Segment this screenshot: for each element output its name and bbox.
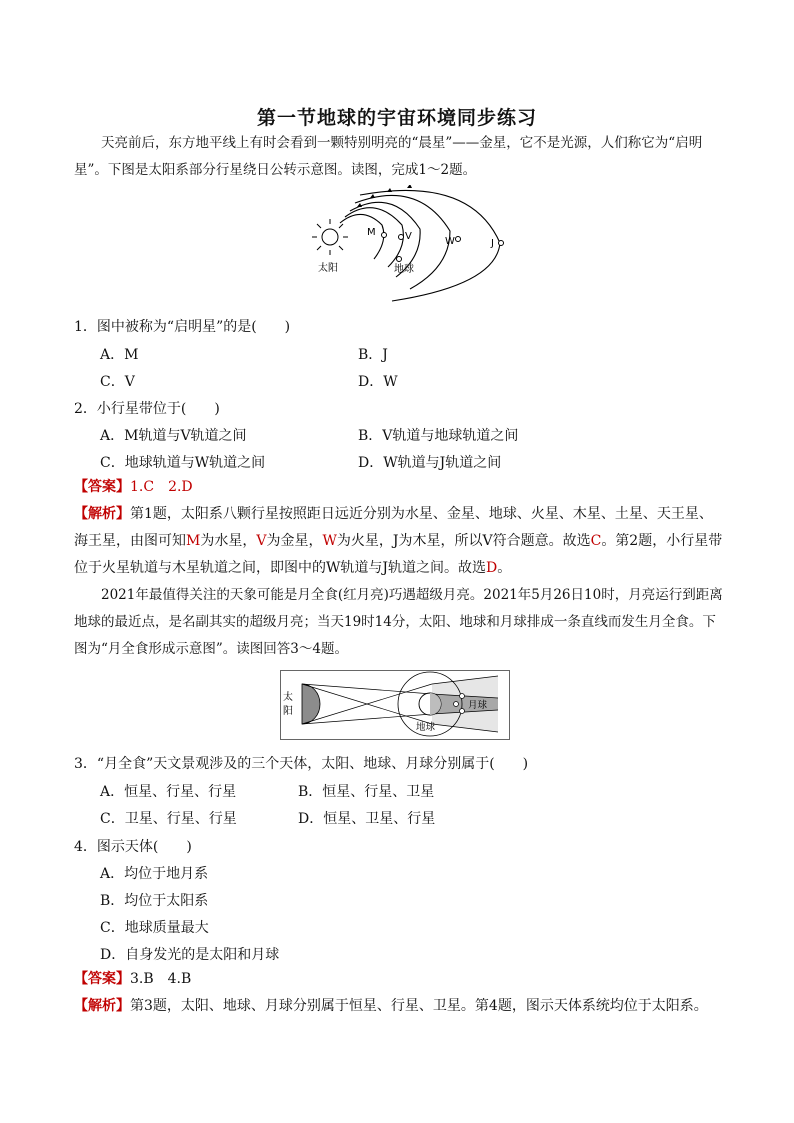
sun-icon xyxy=(312,219,348,255)
sun-label-top: 太 xyxy=(283,692,293,703)
question-3-option-c[interactable]: C．卫星、行星、行星 xyxy=(100,811,237,827)
analysis-1-text-1: 第1题，太阳系八颗行星按照距日远近分别为水星、金星、地球、火星、木星、土星、天王星、海王星，由图可知 xyxy=(74,506,713,549)
sun-disc xyxy=(302,684,320,724)
analysis-1-tag: 【解析】 xyxy=(74,506,130,522)
question-2-stem: 2．小行星带位于( ) xyxy=(74,401,220,417)
question-1-option-b[interactable]: B．J xyxy=(358,347,388,363)
question-1-option-c[interactable]: C．V xyxy=(100,374,135,390)
earth-label: 地球 xyxy=(394,264,414,275)
analysis-1-text-4: 为火星，J为木星，所以V符合题意。故选 xyxy=(336,533,591,549)
sun-label: 太阳 xyxy=(318,263,338,274)
question-3-option-b[interactable]: B．恒星、行星、卫星 xyxy=(298,784,435,800)
passage-1: 天亮前后，东方地平线上有时会看到一颗特别明亮的“晨星”——金星，它不是光源，人们称它为“启明星”。下图是太阳系部分行星绕日公转示意图。读图，完成1～2题。 xyxy=(74,135,703,178)
analysis-1-w: W xyxy=(322,533,337,549)
question-3-option-a[interactable]: A．恒星、行星、行星 xyxy=(100,784,237,800)
question-4-option-c[interactable]: C．地球质量最大 xyxy=(100,920,209,936)
answer-2-tag: 【答案】 xyxy=(74,971,130,987)
answer-1 xyxy=(74,474,724,501)
earth-label-2: 地球 xyxy=(416,722,436,733)
answer-2 xyxy=(74,966,724,993)
analysis-1 xyxy=(74,501,724,582)
earth-icon xyxy=(419,693,441,715)
analysis-1-m: M xyxy=(186,533,201,549)
planet-label-v: V xyxy=(405,231,412,242)
planet-orbit-diagram xyxy=(300,185,530,305)
question-1-option-d[interactable]: D．W xyxy=(358,374,398,390)
question-2-option-d[interactable]: D．W轨道与J轨道之间 xyxy=(358,455,502,471)
question-1-stem: 1．图中被称为“启明星”的是( ) xyxy=(74,319,291,335)
question-2-option-b[interactable]: B．V轨道与地球轨道之间 xyxy=(358,428,519,444)
question-4-option-a[interactable]: A．均位于地月系 xyxy=(100,866,209,882)
analysis-1-text-3: 为金星， xyxy=(266,533,323,549)
analysis-2-text: 第3题，太阳、地球、月球分别属于恒星、行星、卫星。第4题，图示天体系统均位于太阳系。 xyxy=(130,998,708,1014)
planet-label-w: W xyxy=(445,236,455,247)
planet-label-m: M xyxy=(367,227,376,238)
analysis-2-tag: 【解析】 xyxy=(74,998,130,1014)
moon-label: 月球 xyxy=(468,700,488,711)
lunar-eclipse-diagram xyxy=(280,670,510,740)
sun-label-bottom: 阳 xyxy=(283,706,293,717)
analysis-1-text-6: 。 xyxy=(497,560,512,576)
analysis-1-v: V xyxy=(256,533,267,549)
analysis-2 xyxy=(74,993,734,1020)
answer-1-text: 1.C 2.D xyxy=(130,479,193,495)
page-title: 第一节地球的宇宙环境同步练习 xyxy=(256,107,537,129)
question-4-option-b[interactable]: B．均位于太阳系 xyxy=(100,893,209,909)
question-4-option-d[interactable]: D．自身发光的是太阳和月球 xyxy=(100,947,280,963)
answer-1-tag: 【答案】 xyxy=(74,479,130,495)
passage-2: 2021年最值得关注的天象可能是月全食(红月亮)巧遇超级月亮。2021年5月26日10时，月亮运行到距离地球的最近点，是名副其实的超级月亮；当天19时14分，太阳、地球和月球排成一条直线而发生月全食。下图为“月全食形成示意图”。读图回答3～4题。 xyxy=(74,587,723,657)
analysis-1-c: C xyxy=(590,533,602,549)
planet-label-j: J xyxy=(491,238,494,249)
question-3-option-d[interactable]: D．恒星、卫星、行星 xyxy=(298,811,436,827)
question-3-stem: 3．“月全食”天文景观涉及的三个天体，太阳、地球、月球分别属于( ) xyxy=(74,756,529,772)
question-2-option-a[interactable]: A．M轨道与V轨道之间 xyxy=(100,428,247,444)
analysis-1-d: D xyxy=(486,560,498,576)
answer-2-text: 3.B 4.B xyxy=(130,971,192,987)
question-1-option-a[interactable]: A．M xyxy=(100,347,139,363)
question-2-option-c[interactable]: C．地球轨道与W轨道之间 xyxy=(100,455,266,471)
question-4-stem: 4．图示天体( ) xyxy=(74,839,192,855)
orbit-j xyxy=(360,190,500,301)
analysis-1-text-5: 。第2题，小行星带位于火星轨道与木星轨道之间，即图中的W轨道与J轨道之间。故选 xyxy=(74,533,723,576)
analysis-1-text-2: 为水星， xyxy=(200,533,257,549)
